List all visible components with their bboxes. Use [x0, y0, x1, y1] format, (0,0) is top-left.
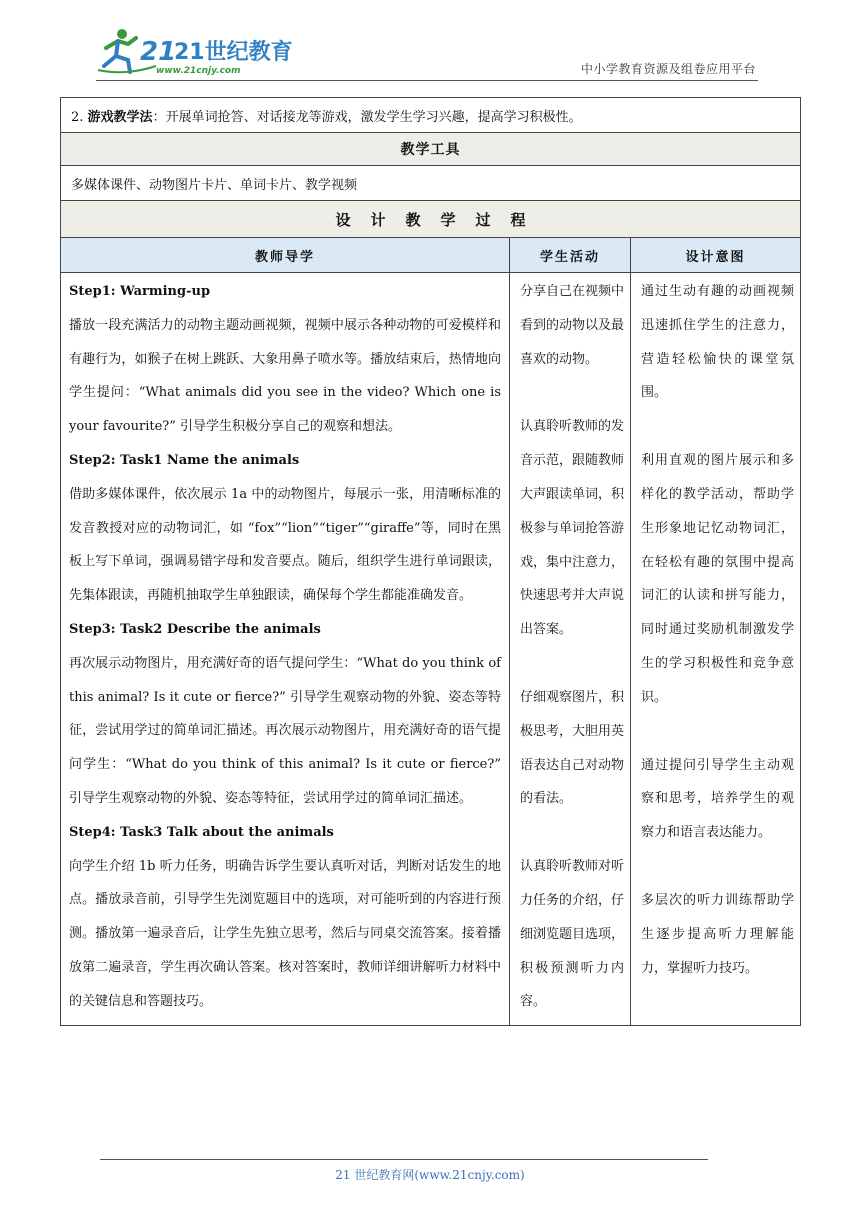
teaching-method-cell	[61, 98, 801, 133]
tools-content-row	[61, 166, 801, 201]
page-header	[0, 0, 860, 90]
column-header-row	[61, 238, 801, 273]
footer-site-link[interactable]: 21 世纪教育网(www.21cnjy.com)	[335, 1168, 525, 1182]
running-figure-logo-icon	[96, 26, 293, 78]
design-text: 多层次的听力训练帮助学生逐步提高听力理解能力，掌握听力技巧。	[641, 892, 795, 976]
column-header-student: 学生活动	[510, 238, 631, 273]
teacher-text: 播放一段充满活力的动物主题动画视频，视频中展示各种动物的可爱模样和有趣行为，如猴子在树上跳跃、大象用鼻子喷水等。播放结束后，热情地向学生提问：“What animals did you see in the video? Which one is your favourite?” 引导学生积极分享自己的观察和想法。	[69, 317, 501, 435]
lesson-plan-table	[60, 97, 801, 1026]
footer-divider	[100, 1159, 708, 1160]
svg-text:www.21cnjy.com: www.21cnjy.com	[156, 66, 241, 76]
step-title: Step3: Task2 Describe the animals	[69, 621, 321, 637]
svg-text:21: 21	[140, 37, 177, 67]
student-text: 认真聆听教师对听力任务的介绍，仔细浏览题目选项，积极预测听力内容。	[520, 859, 625, 1010]
process-title: 设计教学过程	[61, 201, 801, 238]
teaching-method-row	[61, 98, 801, 133]
step-title: Step4: Task3 Talk about the animals	[69, 824, 334, 840]
design-text: 通过生动有趣的动画视频迅速抓住学生的注意力，营造轻松愉快的课堂氛围。	[641, 284, 795, 401]
teacher-text: 借助多媒体课件，依次展示 1a 中的动物图片，每展示一张，用清晰标准的发音教授对应的动物词汇，如 “fox”“lion”“tiger”“giraffe”等，同时在黑板上写下单词，强调易错字母和发音要点。随后，组织学生进行单词跟读，先集体跟读，再随机抽取学生单独跟读，确保每个学生都能准确发音。	[69, 486, 501, 604]
student-text: 分享自己在视频中看到的动物以及最喜欢的动物。	[520, 284, 625, 367]
column-header-teacher: 教师导学	[61, 238, 510, 273]
header-divider	[96, 80, 758, 81]
teacher-text: 再次展示动物图片，用充满好奇的语气提问学生：“What do you think of this animal? Is it cute or fierce?” 引导学生观察动物的外貌、姿态等特征，尝试用学过的简单词汇描述。再次展示动物图片，用充满好奇的语气提问学生：“What do you think of this animal? Is it cute or fierce?” 引导学生观察动物的外貌、姿态等特征，尝试用学过的简单词汇描述。	[69, 655, 501, 806]
svg-text:21世纪教育: 21世纪教育	[174, 40, 293, 65]
step-title: Step2: Task1 Name the animals	[69, 452, 300, 468]
process-header-row	[61, 201, 801, 238]
platform-name: 中小学教育资源及组卷应用平台	[580, 62, 756, 76]
step-title: Step1: Warming-up	[69, 284, 211, 299]
column-header-design: 设计意图	[631, 238, 801, 273]
site-logo	[96, 26, 293, 78]
teacher-guidance-cell	[61, 273, 510, 1026]
student-activity-cell	[510, 273, 631, 1026]
design-text: 通过提问引导学生主动观察和思考，培养学生的观察力和语言表达能力。	[641, 757, 795, 841]
method-number: 2.	[71, 109, 84, 125]
tools-content: 多媒体课件、动物图片卡片、单词卡片、教学视频	[61, 166, 801, 201]
teacher-text: 向学生介绍 1b 听力任务，明确告诉学生要认真听对话，判断对话发生的地点。播放录音前，引导学生先浏览题目中的选项，对可能听到的内容进行预测。播放第一遍录音后，让学生先独立思考，然后与同桌交流答案。接着播放第二遍录音，学生再次确认答案。核对答案时，教师详细讲解听力材料中的关键信息和答题技巧。	[69, 858, 501, 1009]
design-text: 利用直观的图片展示和多样化的教学活动，帮助学生形象地记忆动物词汇，在轻松有趣的氛围中提高词汇的认读和拼写能力，同时通过奖励机制激发学生的学习积极性和竞争意识。	[641, 453, 795, 705]
design-intent-cell	[631, 273, 801, 1026]
tools-header-row	[61, 133, 801, 166]
student-text: 认真聆听教师的发音示范，跟随教师大声跟读单词，积极参与单词抢答游戏，集中注意力，快速思考并大声说出答案。	[520, 419, 625, 638]
method-title: 游戏教学法	[87, 109, 153, 125]
process-content-row	[61, 273, 801, 1026]
method-text: ：开展单词抢答、对话接龙等游戏，激发学生学习兴趣，提高学习积极性。	[152, 109, 582, 125]
tools-title: 教学工具	[61, 133, 801, 166]
student-text: 仔细观察图片，积极思考，大胆用英语表达自己对动物的看法。	[520, 689, 625, 807]
